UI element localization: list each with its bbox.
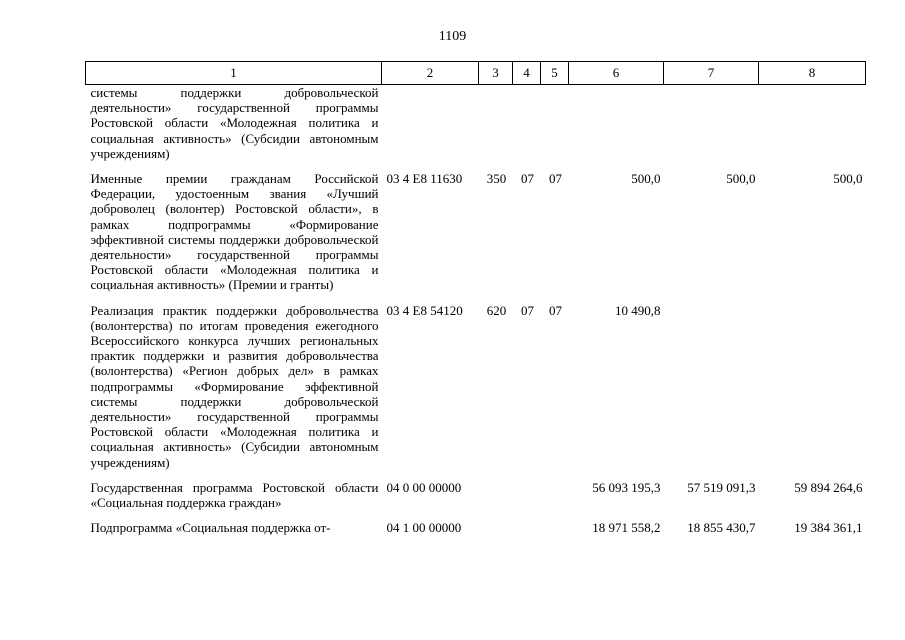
header-col-3: 3 (479, 62, 513, 85)
row-rz-cell (513, 85, 541, 162)
row-pr-cell (541, 85, 569, 162)
table-header (86, 62, 866, 85)
row-year3-cell (759, 85, 866, 162)
row-year2-cell: 57 519 091,3 (687, 479, 756, 495)
row-year2-cell (664, 303, 759, 470)
budget-table (85, 61, 866, 535)
row-csr-cell: 03 4 E8 11630 (386, 171, 463, 187)
row-year2-cell: 18 855 430,7 (687, 520, 756, 536)
row-vr-cell: 620 (486, 302, 507, 318)
row-csr-cell: 04 1 00 00000 (386, 520, 462, 536)
header-col-1: 1 (86, 62, 382, 85)
row-pr-cell (541, 520, 569, 535)
row-name-cell: Подпрограмма «Социальная поддержка от- (90, 520, 331, 536)
row-spacer (86, 161, 866, 171)
header-col-5: 5 (541, 62, 569, 85)
header-col-2: 2 (382, 62, 479, 85)
row-csr-cell: 04 0 00 00000 (386, 479, 462, 495)
row-name-cell: системы поддержки добровольческой деятельности» государственной программы Ростовской области «Молодежная политика и социальная активность» (Субсидии автономным учреждениям) (90, 85, 379, 161)
row-year3-cell: 59 894 264,6 (794, 479, 863, 495)
row-year1-cell: 500,0 (631, 171, 661, 187)
header-col-8: 8 (759, 62, 866, 85)
row-name-cell: Реализация практик поддержки добровольчества (волонтерства) по итогам проведения ежегодного Всероссийского конкурса лучших региональных практик поддержки и развития добровольчества (волонтерства) «Регион добрых дел» в рамках подпрограммы «Формирование эффективной системы поддержки добровольческой деятельности» государственной программы Ростовской области «Молодежная политика и социальная активность» (Субсидии автономным учреждениям) (90, 302, 379, 470)
row-name-cell: Именные премии гражданам Российской Федерации, удостоенным звания «Лучший доброволец (волонтер) Ростовской области», в рамках подпрограммы «Формирование эффективной системы поддержки добровольческой деятельности» государственной программы Ростовской области «Молодежная политика и социальная активность» (Премии и гранты) (90, 171, 379, 293)
table-row (86, 480, 866, 510)
row-year1-cell: 56 093 195,3 (592, 479, 661, 495)
row-spacer (86, 293, 866, 303)
row-spacer (86, 510, 866, 520)
header-col-4: 4 (513, 62, 541, 85)
row-year2-cell: 500,0 (726, 171, 756, 187)
row-year1-cell: 10 490,8 (615, 302, 661, 318)
row-spacer (86, 470, 866, 480)
row-csr-cell (382, 85, 479, 162)
table-row (86, 171, 866, 293)
row-year2-cell (664, 85, 759, 162)
header-col-7: 7 (664, 62, 759, 85)
row-year3-cell (759, 303, 866, 470)
row-csr-cell: 03 4 E8 54120 (386, 302, 463, 318)
row-year3-cell: 19 384 361,1 (794, 520, 863, 536)
table-body (86, 85, 866, 536)
table-row (86, 520, 866, 535)
row-vr-cell (479, 520, 513, 535)
header-row (86, 62, 866, 85)
row-year3-cell: 500,0 (833, 171, 863, 187)
header-col-6: 6 (569, 62, 664, 85)
page-number: 1109 (438, 29, 467, 44)
table-row (86, 303, 866, 470)
row-pr-cell: 07 (549, 171, 562, 187)
row-year1-cell (569, 85, 664, 162)
row-year1-cell: 18 971 558,2 (592, 520, 661, 536)
row-pr-cell (541, 480, 569, 510)
row-name-cell: Государственная программа Ростовской области «Социальная поддержка граждан» (90, 479, 379, 511)
row-rz-cell: 07 (521, 302, 534, 318)
row-vr-cell: 350 (486, 171, 507, 187)
row-vr-cell (479, 85, 513, 162)
table-row (86, 85, 866, 162)
row-pr-cell: 07 (549, 302, 562, 318)
row-vr-cell (479, 480, 513, 510)
row-rz-cell (513, 480, 541, 510)
row-rz-cell: 07 (521, 171, 534, 187)
row-rz-cell (513, 520, 541, 535)
